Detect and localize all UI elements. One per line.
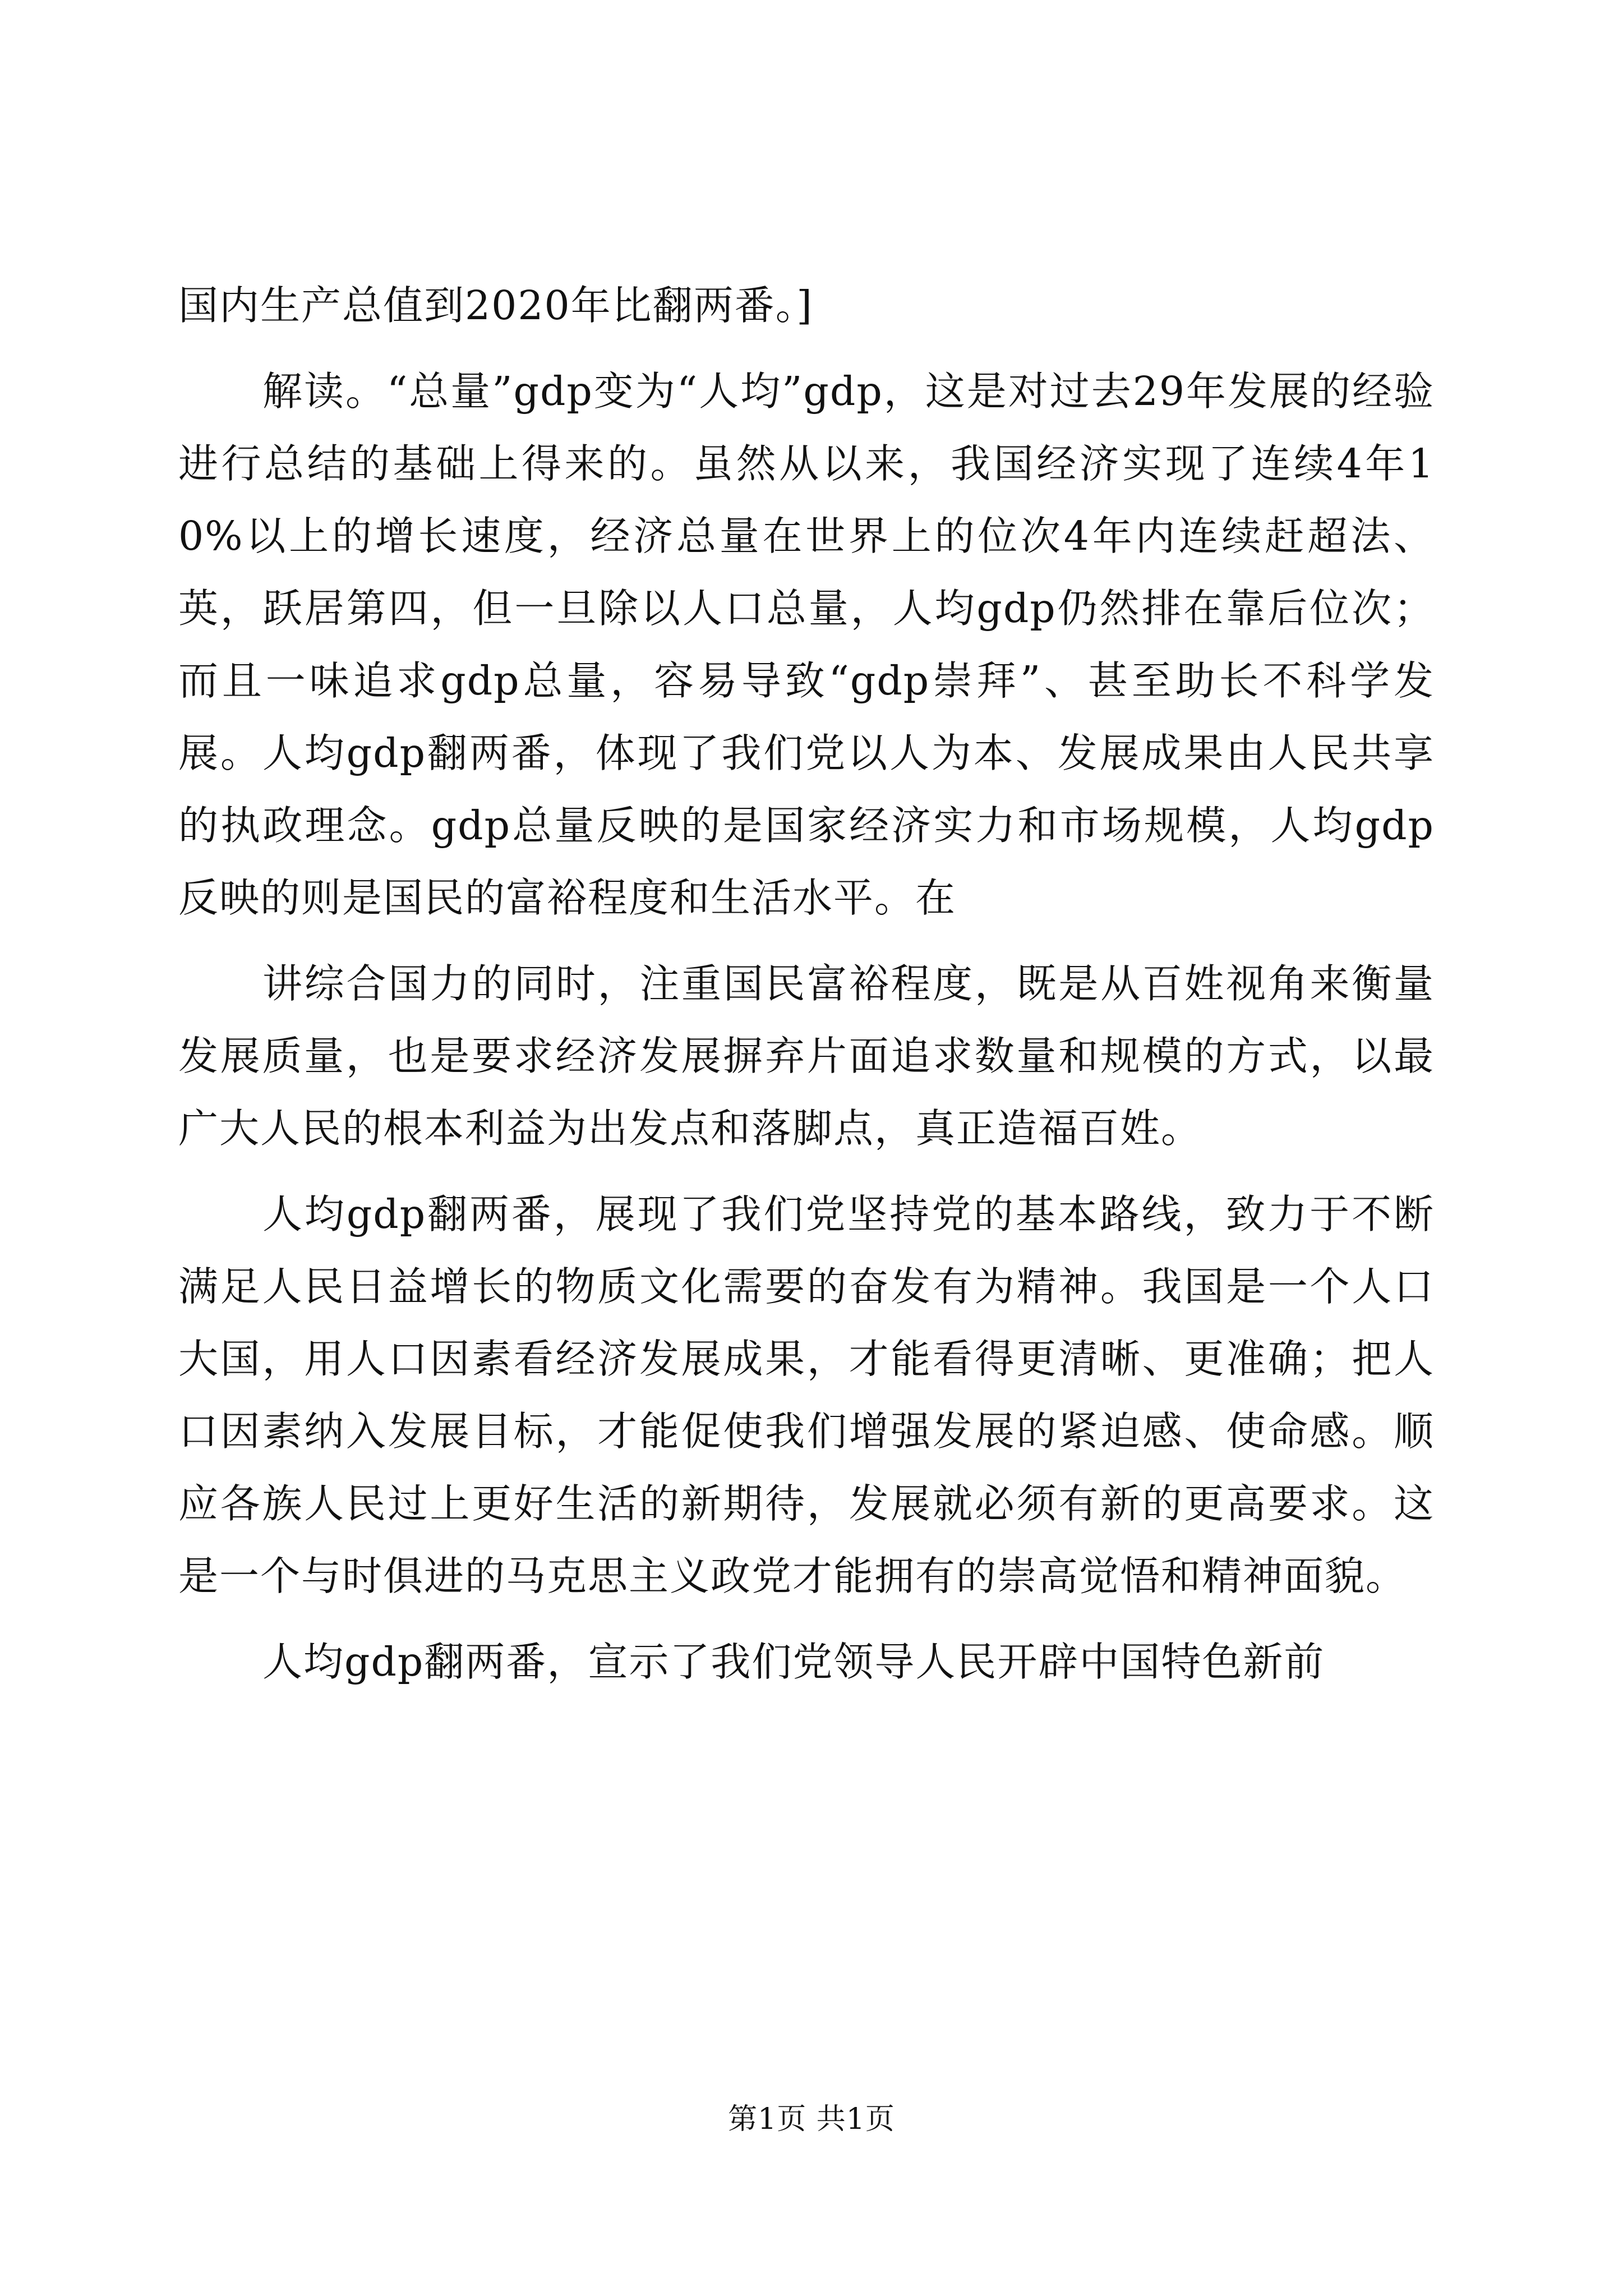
- document-body: [178, 269, 1435, 1698]
- paragraph-national-strength: 讲综合国力的同时，注重国民富裕程度，既是从百姓视角来衡量发展质量，也是要求经济发展摒弃片面追求数量和规模的方式，以最广大人民的根本利益为出发点和落脚点，真正造福百姓。: [178, 960, 1435, 1152]
- page-footer: [0, 2102, 1623, 2136]
- paragraph-party-leadership: 人均gdp翻两番，宣示了我们党领导人民开辟中国特色新前: [262, 1639, 1325, 1685]
- page-number-label: 第1页 共1页: [728, 2102, 895, 2136]
- paragraph-party-spirit: 人均gdp翻两番，展现了我们党坚持党的基本路线，致力于不断满足人民日益增长的物质文化需要的奋发有为精神。我国是一个人口大国，用人口因素看经济发展成果，才能看得更清晰、更准确；把人口因素纳入发展目标，才能促使我们增强发展的紧迫感、使命感。顺应各族人民过上更好生活的新期待，发展就必须有新的更高要求。这是一个与时俱进的马克思主义政党才能拥有的崇高觉悟和精神面貌。: [178, 1191, 1435, 1599]
- paragraph-continuation: 国内生产总值到2020年比翻两番。]: [178, 282, 813, 329]
- paragraph-interpretation: 解读。“总量”gdp变为“人均”gdp，这是对过去29年发展的经验进行总结的基础上得来的。虽然从以来，我国经济实现了连续4年10%以上的增长速度，经济总量在世界上的位次4年内连续赶超法、英，跃居第四，但一旦除以人口总量，人均gdp仍然排在靠后位次；而且一味追求gdp总量，容易导致“gdp崇拜”、甚至助长不科学发展。人均gdp翻两番，体现了我们党以人为本、发展成果由人民共享的执政理念。gdp总量反映的是国家经济实力和市场规模，人均gdp反映的则是国民的富裕程度和生活水平。在: [178, 368, 1435, 921]
